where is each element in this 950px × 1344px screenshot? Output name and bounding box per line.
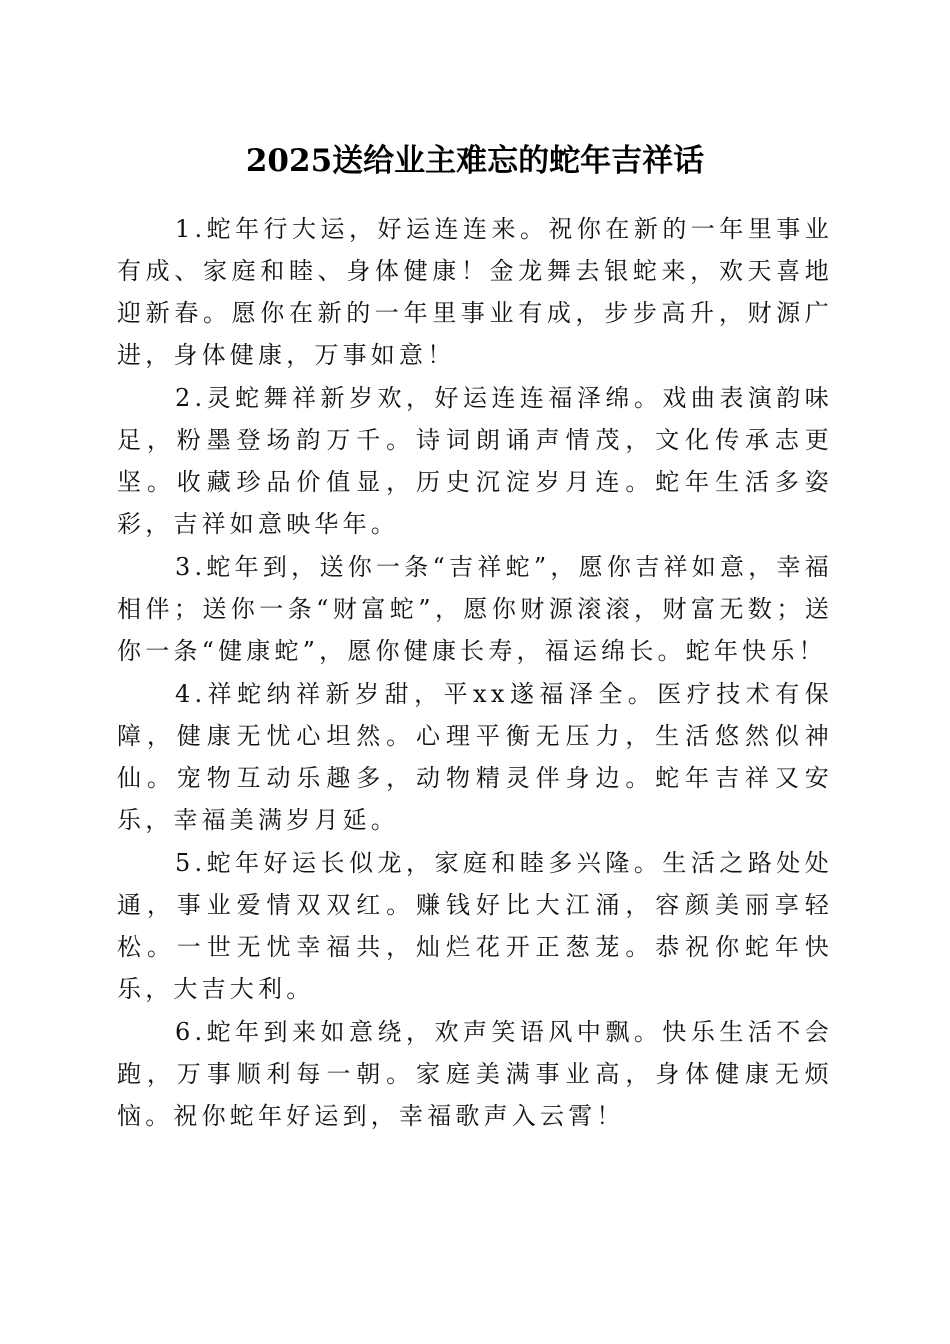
paragraph-1: 1.蛇年行大运，好运连连来。祝你在新的一年里事业有成、家庭和睦、身体健康！金龙舞去银蛇来，欢天喜地迎新春。愿你在新的一年里事业有成，步步高升，财源广进，身体健康，万事如意！ bbox=[117, 215, 833, 369]
paragraph-6: 6.蛇年到来如意绕，欢声笑语风中飘。快乐生活不会跑，万事顺利每一朝。家庭美满事业高，身体健康无烦恼。祝你蛇年好运到，幸福歌声入云霄！ bbox=[117, 1018, 833, 1130]
paragraph-2: 2.灵蛇舞祥新岁欢，好运连连福泽绵。戏曲表演韵味足，粉墨登场韵万千。诗词朗诵声情茂，文化传承志更坚。收藏珍品价值显，历史沉淀岁月连。蛇年生活多姿彩，吉祥如意映华年。 bbox=[117, 384, 833, 538]
document-body bbox=[117, 208, 833, 1137]
paragraph-4: 4.祥蛇纳祥新岁甜，平xx遂福泽全。医疗技术有保障，健康无忧心坦然。心理平衡无压力，生活悠然似神仙。宠物互动乐趣多，动物精灵伴身边。蛇年吉祥又安乐，幸福美满岁月延。 bbox=[117, 680, 833, 834]
paragraph-5: 5.蛇年好运长似龙，家庭和睦多兴隆。生活之路处处通，事业爱情双双红。赚钱好比大江涌，容颜美丽享轻松。一世无忧幸福共，灿烂花开正葱茏。恭祝你蛇年快乐，大吉大利。 bbox=[117, 849, 833, 1003]
paragraph-3: 3.蛇年到，送你一条“吉祥蛇”，愿你吉祥如意，幸福相伴；送你一条“财富蛇”，愿你财源滚滚，财富无数；送你一条“健康蛇”，愿你健康长寿，福运绵长。蛇年快乐！ bbox=[117, 553, 833, 665]
document-title: 2025送给业主难忘的蛇年吉祥话 bbox=[245, 143, 705, 179]
